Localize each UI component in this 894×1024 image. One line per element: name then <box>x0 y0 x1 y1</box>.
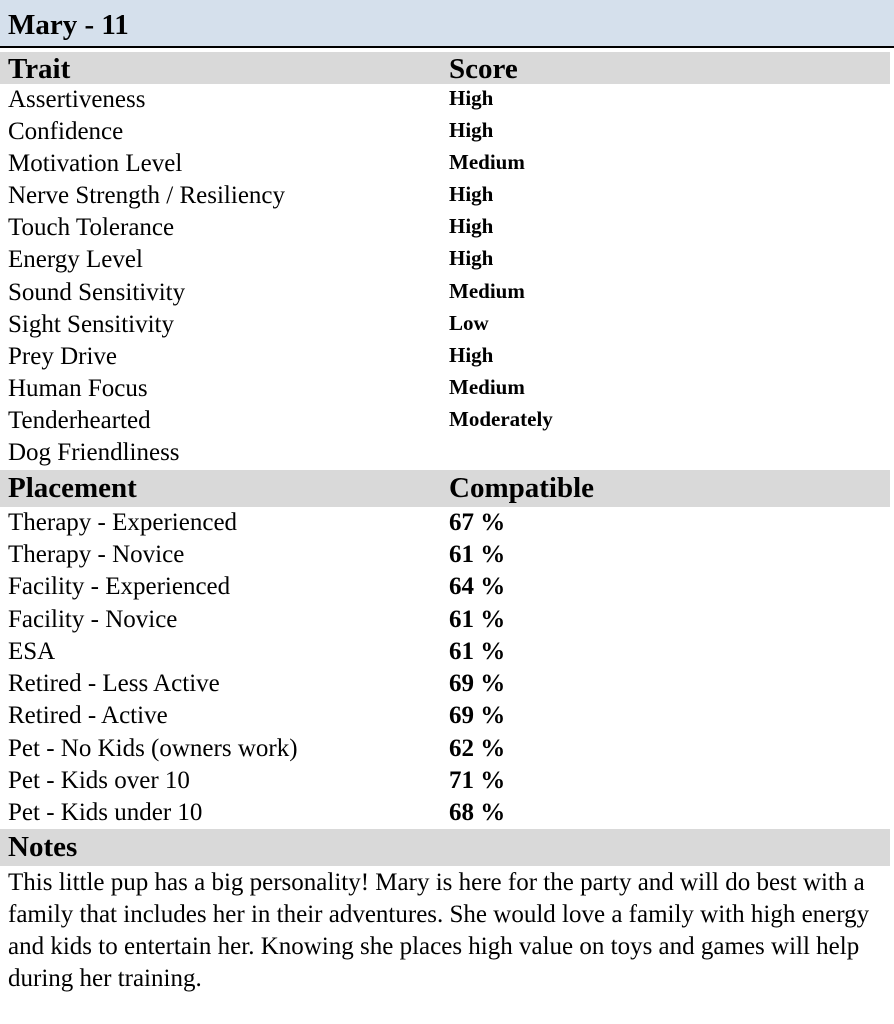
trait-score: Medium <box>449 279 525 303</box>
placement-value: 69 % <box>449 702 506 729</box>
placement-row <box>0 507 890 539</box>
placement-row <box>0 765 890 797</box>
placement-label: Retired - Active <box>8 702 168 729</box>
placement-label: ESA <box>8 638 56 665</box>
placement-value: 61 % <box>449 541 506 568</box>
placement-value: 61 % <box>449 606 506 633</box>
placement-value: 62 % <box>449 735 506 762</box>
placement-row <box>0 797 890 829</box>
trait-score: High <box>449 86 494 110</box>
trait-label: Assertiveness <box>8 86 146 113</box>
placement-header <box>0 470 890 507</box>
trait-row <box>0 116 890 148</box>
placement-row <box>0 668 890 700</box>
placement-value: 64 % <box>449 573 506 600</box>
placement-header-label: Placement <box>8 472 137 504</box>
trait-label: Nerve Strength / Resiliency <box>8 182 286 209</box>
placement-label: Pet - Kids under 10 <box>8 799 203 826</box>
placement-row <box>0 539 890 571</box>
trait-score: High <box>449 214 494 238</box>
placement-row <box>0 604 890 636</box>
trait-label: Sound Sensitivity <box>8 279 186 306</box>
trait-row <box>0 341 890 373</box>
trait-label: Dog Friendliness <box>8 439 180 466</box>
placement-label: Retired - Less Active <box>8 670 220 697</box>
compatible-header-label: Compatible <box>449 472 594 504</box>
placement-value: 68 % <box>449 799 506 826</box>
trait-label: Human Focus <box>8 375 148 402</box>
title-bar <box>0 0 894 48</box>
placement-row <box>0 700 890 732</box>
trait-score: Low <box>449 311 489 335</box>
trait-label: Motivation Level <box>8 150 183 177</box>
page-title: Mary - 11 <box>8 9 129 41</box>
trait-row <box>0 84 890 116</box>
trait-score: High <box>449 343 494 367</box>
trait-row <box>0 148 890 180</box>
placement-row <box>0 571 890 603</box>
trait-row <box>0 277 890 309</box>
placement-label: Therapy - Novice <box>8 541 185 568</box>
placement-label: Pet - Kids over 10 <box>8 767 190 794</box>
trait-row <box>0 244 890 276</box>
placement-value: 61 % <box>449 638 506 665</box>
trait-row <box>0 180 890 212</box>
placement-label: Pet - No Kids (owners work) <box>8 735 298 762</box>
trait-label: Energy Level <box>8 246 143 273</box>
trait-label: Prey Drive <box>8 343 117 370</box>
notes-text: This little pup has a big personality! Mary is here for the party and will do best with a family that includes her in their adventures. She would love a family with high energy and kids to entertain her. Knowing she places high value on toys and games will help during her training. <box>8 869 870 992</box>
trait-score: High <box>449 118 494 142</box>
trait-row <box>0 437 890 469</box>
placement-row <box>0 636 890 668</box>
trait-row <box>0 309 890 341</box>
score-header-label: Score <box>449 53 518 85</box>
trait-label: Touch Tolerance <box>8 214 175 241</box>
trait-label: Confidence <box>8 118 124 145</box>
placement-label: Facility - Experienced <box>8 573 231 600</box>
trait-score: High <box>449 246 494 270</box>
trait-header-label: Trait <box>8 53 71 85</box>
trait-label: Tenderhearted <box>8 407 151 434</box>
notes-header-label: Notes <box>8 831 78 863</box>
placement-value: 67 % <box>449 509 506 536</box>
placement-value: 71 % <box>449 767 506 794</box>
placement-value: 69 % <box>449 670 506 697</box>
trait-score: Moderately <box>449 407 553 431</box>
trait-row <box>0 373 890 405</box>
placement-label: Therapy - Experienced <box>8 509 238 536</box>
trait-row <box>0 212 890 244</box>
trait-header <box>0 52 890 84</box>
placement-label: Facility - Novice <box>8 606 178 633</box>
trait-score: High <box>449 182 494 206</box>
trait-score: Medium <box>449 375 525 399</box>
trait-score: Medium <box>449 150 525 174</box>
placement-row <box>0 733 890 765</box>
trait-label: Sight Sensitivity <box>8 311 175 338</box>
trait-row <box>0 405 890 437</box>
notes-header <box>0 829 890 866</box>
